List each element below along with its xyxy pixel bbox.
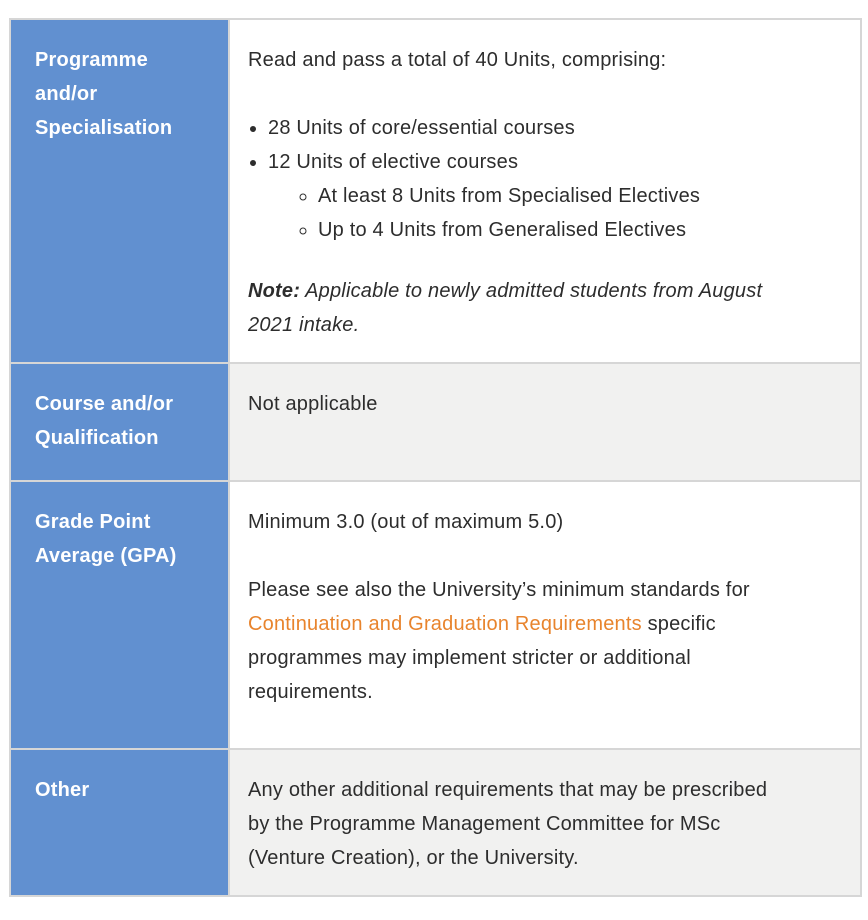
row-header-label: Course and/or Qualification — [35, 393, 174, 449]
gpa-text-after-link: specific programmes may implement stricter or additional requirements. — [248, 613, 716, 703]
row-header-course-qualification — [10, 363, 229, 481]
gpa-minimum-text: Minimum 3.0 (out of maximum 5.0) — [248, 511, 564, 533]
programme-note — [248, 274, 785, 342]
sub-list-item: ◦ Up to 4 Units from Generalised Electives — [318, 213, 785, 247]
course-qualification-text: Not applicable — [248, 393, 378, 415]
row-header-gpa — [10, 481, 229, 749]
cell-gpa-requirements — [229, 481, 861, 749]
note-label: Note: — [248, 280, 301, 302]
row-header-programme-specialisation — [10, 19, 229, 363]
other-requirements-text: Any other additional requirements that may be prescribed by the Programme Management Committee for MSc (Venture Creation), or the University. — [248, 779, 768, 869]
cell-programme-requirements — [229, 19, 861, 363]
list-item: • 28 Units of core/essential courses — [268, 111, 785, 145]
list-item — [268, 145, 785, 247]
continuation-graduation-requirements-link[interactable]: Continuation and Graduation Requirements — [248, 613, 642, 635]
programme-intro-text: Read and pass a total of 40 Units, comprising: — [248, 49, 667, 71]
row-header-label: Grade Point Average (GPA) — [35, 511, 177, 567]
requirements-table — [9, 18, 862, 897]
table-row-course-qualification — [10, 363, 861, 481]
gpa-text-before-link: Please see also the University’s minimum standards for — [248, 579, 750, 601]
sub-list-item: ◦ At least 8 Units from Specialised Electives — [318, 179, 785, 213]
table-row-other — [10, 749, 861, 896]
cell-course-qualification — [229, 363, 861, 481]
table-row-programme — [10, 19, 861, 363]
programme-sub-bullet-list — [268, 179, 785, 247]
cell-other-requirements — [229, 749, 861, 896]
programme-bullet-list — [248, 111, 785, 247]
note-text: Applicable to newly admitted students from August 2021 intake. — [248, 280, 763, 336]
list-item-label: 12 Units of elective courses — [268, 151, 519, 173]
table-row-gpa — [10, 481, 861, 749]
gpa-standards-paragraph — [248, 573, 785, 709]
row-header-other — [10, 749, 229, 896]
row-header-label: Programme and/or Specialisation — [35, 49, 173, 139]
row-header-label: Other — [35, 779, 90, 801]
